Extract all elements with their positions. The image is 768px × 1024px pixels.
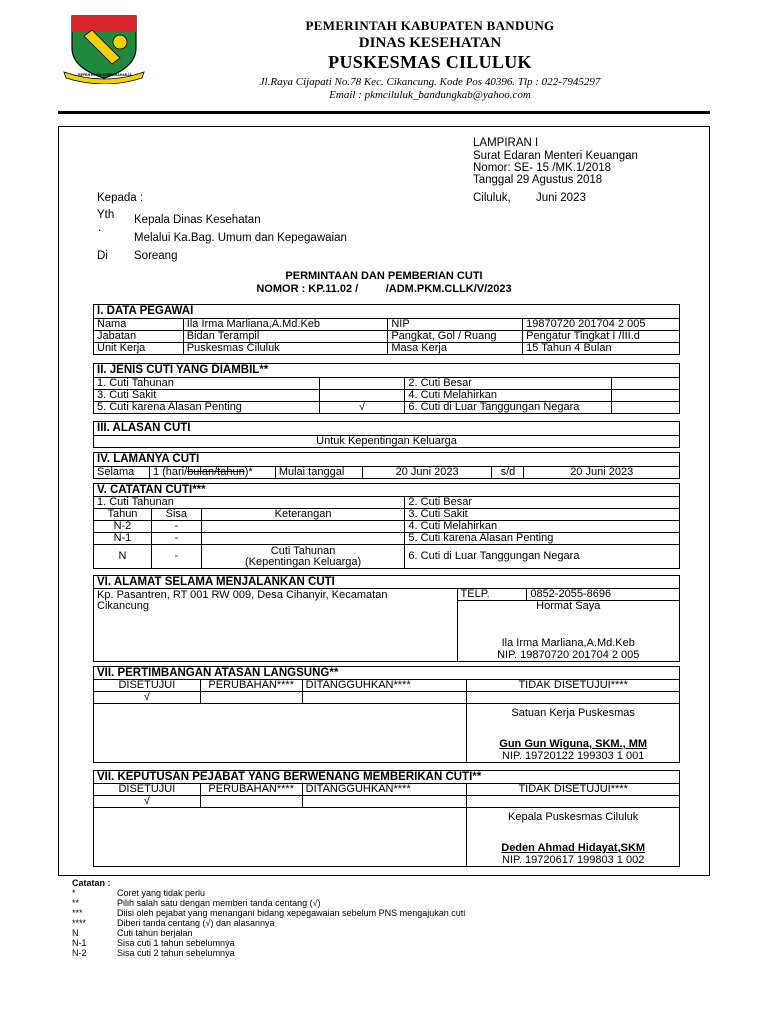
s8-postponed-check [302, 796, 467, 808]
letterhead-email: Email : pkmciluluk_bandungkab@yahoo.com [329, 89, 531, 101]
pangkat-label: Pangkat, Gol / Ruang [388, 331, 523, 343]
section-alasan-cuti [93, 421, 680, 448]
duration-struck-units: bulan/tahun [187, 466, 245, 478]
leave-start-date: 20 Juni 2023 [362, 467, 492, 479]
note-item [72, 908, 465, 918]
s8-col-approved: DISETUJUI [94, 784, 201, 796]
year-n: N [94, 545, 152, 569]
s7-changed-check [200, 692, 302, 704]
section-8-heading: VII. KEPUTUSAN PEJABAT YANG BERWENANG MEMBERIKAN CUTI** [94, 771, 680, 784]
note-text: Sisa cuti 1 tahun sebelumnya [117, 938, 235, 948]
yth-dot: . [98, 222, 102, 234]
duration-value: 1 (hari/ [152, 466, 188, 478]
mulai-label: Mulai tanggal [275, 467, 362, 479]
note-text: Sisa cuti 2 tahun sebelumnya [117, 948, 235, 958]
col-keterangan: Keterangan [201, 509, 405, 521]
supervisor-signature-block [467, 704, 680, 763]
leave-type-important-check: √ [319, 402, 405, 414]
ket-n-line-2: (Kepentingan Keluarga) [244, 555, 362, 568]
note-annual-title: 1. Cuti Tahunan [94, 497, 405, 509]
section-2-heading: II. JENIS CUTI YANG DIAMBIL** [94, 364, 680, 378]
section-3-heading: III. ALASAN CUTI [94, 422, 680, 436]
applicant-signature-block [457, 601, 679, 662]
s7-col-postponed: DITANGGUHKAN**** [302, 680, 467, 692]
leave-address [94, 589, 458, 662]
telp-label: TELP. [457, 589, 527, 601]
s8-blank-area [94, 808, 467, 867]
lampiran-line-1: LAMPIRAN I [473, 137, 539, 149]
unit-kerja-value: Puskesmas Ciluluk [183, 343, 388, 355]
section-1-heading: I. DATA PEGAWAI [94, 305, 680, 319]
note-long-leave: 2. Cuti Besar [405, 497, 680, 509]
recipient-line-2: Melalui Ka.Bag. Umum dan Kepegawaian [134, 232, 347, 244]
supervisor-unit: Satuan Kerja Puskesmas [511, 707, 635, 719]
yth-label: Yth [97, 209, 115, 221]
note-key: N [72, 928, 79, 938]
col-sisa: Sisa [151, 509, 201, 521]
section-lamanya-cuti [93, 452, 680, 479]
col-tahun: Tahun [94, 509, 152, 521]
di-label: Di [97, 250, 108, 262]
hormat-saya: Hormat Saya [536, 600, 601, 612]
leave-type-maternity: 4. Cuti Melahirkan [405, 390, 612, 402]
leave-type-long: 2. Cuti Besar [405, 378, 612, 390]
note-text: Pilih salah satu dengan memberi tanda centang (√) [117, 898, 321, 908]
official-nip: NIP. 19720617 199803 1 002 [502, 854, 645, 866]
s7-col-changed: PERUBAHAN**** [200, 680, 302, 692]
s8-rejected-check [467, 796, 680, 808]
leave-address-line-2: Cikancung [97, 600, 149, 612]
ket-n1 [201, 533, 405, 545]
note-key: N-2 [72, 948, 87, 958]
section-jenis-cuti [93, 363, 680, 414]
section-7-heading: VII. PERTIMBANGAN ATASAN LANGSUNG** [94, 667, 680, 680]
section-5-heading: V. CATATAN CUTI*** [94, 484, 680, 497]
s7-col-rejected: TIDAK DISETUJUI**** [467, 680, 680, 692]
sd-label: s/d [492, 467, 524, 479]
nama-label: Nama [94, 319, 184, 331]
kepada-label: Kepada : [97, 192, 144, 204]
leave-type-important: 5. Cuti karena Alasan Penting [94, 402, 320, 414]
letter-date: Juni 2023 [536, 192, 586, 204]
telp-value: 0852-2055-8696 [527, 589, 680, 601]
leave-type-sick: 3. Cuti Sakit [94, 390, 320, 402]
leave-duration [149, 467, 275, 479]
year-n1: N-1 [94, 533, 152, 545]
note-text: Diberi tanda centang (√) dan alasannya [117, 918, 275, 928]
note-maternity-leave: 4. Cuti Melahirkan [405, 521, 680, 533]
note-text: Diisi oleh pejabat yang menangani bidang xepegawaian sebelum PNS mengajukan cuti [117, 908, 466, 918]
s7-postponed-check [302, 692, 467, 704]
applicant-nip: NIP. 19870720 201704 2 005 [497, 649, 640, 661]
note-sick-leave: 3. Cuti Sakit [405, 509, 680, 521]
note-item [72, 928, 465, 938]
official-signature-block [467, 808, 680, 867]
section-data-pegawai [93, 304, 680, 355]
lampiran-line-3: Nomor: SE- 15 /MK.1/2018 [473, 162, 612, 174]
s8-approved-check: √ [94, 796, 201, 808]
leave-type-sick-check [319, 390, 405, 402]
s8-changed-check [200, 796, 302, 808]
form-number: NOMOR : KP.11.02 / /ADM.PKM.CLLK/V/2023 [256, 283, 512, 295]
section-pertimbangan-atasan [93, 666, 680, 763]
section-keputusan-pejabat [93, 770, 680, 867]
leave-reason: Untuk Kepentingan Keluarga [94, 436, 680, 448]
note-key: N-1 [72, 938, 87, 948]
nip-label: NIP [388, 319, 523, 331]
applicant-name: Ila Irma Marliana,A.Md.Keb [501, 637, 635, 649]
s8-col-postponed: DITANGGUHKAN**** [302, 784, 467, 796]
note-key: * [72, 888, 76, 898]
official-name: Deden Ahmad Hidayat,SKM [501, 842, 646, 854]
note-text: Cuti tahun berjalan [117, 928, 193, 938]
recipient-line-1: Kepala Dinas Kesehatan [134, 214, 261, 226]
selama-label: Selama [94, 467, 150, 479]
recipient-place: Soreang [134, 250, 178, 262]
leave-address-line-1: Kp. Pasantren, RT 001 RW 009, Desa Cihanyir, Kecamatan [97, 589, 388, 601]
note-item [72, 918, 465, 928]
s8-col-rejected: TIDAK DISETUJUI**** [467, 784, 680, 796]
ket-n [201, 545, 405, 569]
note-item [72, 948, 465, 958]
sisa-n1: - [151, 533, 201, 545]
leave-type-annual-check [319, 378, 405, 390]
s8-col-changed: PERUBAHAN**** [200, 784, 302, 796]
ket-n2 [201, 521, 405, 533]
letterhead [150, 18, 710, 101]
nama-value: Ila Irma Marliana,A.Md.Keb [183, 319, 388, 331]
logo-motto: REPEH RAPIH KERTARAHARJA [78, 73, 132, 77]
duration-suffix: )* [244, 466, 253, 478]
leave-type-unpaid: 6. Cuti di Luar Tanggungan Negara [405, 402, 612, 414]
note-item [72, 898, 465, 908]
ket-n-line-1: Cuti Tahunan [270, 544, 336, 557]
note-key: *** [72, 908, 83, 918]
letterhead-address: Jl.Raya Cijapati No.78 Kec. Cikancung. Kode Pos 40396. Tlp : 022-7945297 [259, 76, 601, 88]
letterhead-puskesmas: PUSKESMAS CILULUK [328, 52, 532, 72]
nip-value: 19870720 201704 2 005 [523, 319, 680, 331]
note-unpaid-leave: 6. Cuti di Luar Tanggungan Negara [405, 545, 680, 569]
supervisor-nip: NIP. 19720122 199303 1 001 [502, 750, 645, 762]
leave-end-date: 20 Juni 2023 [524, 467, 680, 479]
leave-type-annual: 1. Cuti Tahunan [94, 378, 320, 390]
s7-col-approved: DISETUJUI [94, 680, 201, 692]
jabatan-value: Bidan Terampil [183, 331, 388, 343]
leave-type-long-check [612, 378, 680, 390]
letterhead-agency: DINAS KESEHATAN [358, 35, 502, 51]
section-alamat-cuti [93, 575, 680, 662]
section-catatan-cuti [93, 483, 680, 569]
leave-type-maternity-check [612, 390, 680, 402]
note-key: ** [72, 898, 80, 908]
section-6-heading: VI. ALAMAT SELAMA MENJALANKAN CUTI [94, 576, 680, 589]
notes-title: Catatan : [72, 878, 111, 888]
header-divider [58, 111, 710, 114]
letterhead-government: PEMERINTAH KABUPATEN BANDUNG [305, 18, 555, 33]
s7-approved-check: √ [94, 692, 201, 704]
kabupaten-bandung-logo [62, 12, 146, 84]
notes-list [72, 888, 465, 958]
pangkat-value: Pengatur Tingkat I /III.d [523, 331, 680, 343]
year-n2: N-2 [94, 521, 152, 533]
s7-blank-area [94, 704, 467, 763]
note-item [72, 938, 465, 948]
masa-kerja-value: 15 Tahun 4 Bulan [523, 343, 680, 355]
sisa-n: - [151, 545, 201, 569]
letter-city: Ciluluk, [473, 192, 511, 204]
note-item [72, 888, 465, 898]
jabatan-label: Jabatan [94, 331, 184, 343]
note-text: Coret yang tidak perlu [117, 888, 206, 898]
section-4-heading: IV. LAMANYA CUTI [94, 453, 680, 467]
leave-type-unpaid-check [612, 402, 680, 414]
lampiran-line-2: Surat Edaran Menteri Keuangan [473, 150, 638, 162]
sisa-n2: - [151, 521, 201, 533]
masa-kerja-label: Masa Kerja [388, 343, 523, 355]
official-unit: Kepala Puskesmas Ciluluk [508, 811, 639, 823]
lampiran-line-4: Tanggal 29 Agustus 2018 [473, 174, 603, 186]
s7-rejected-check [467, 692, 680, 704]
note-important-leave: 5. Cuti karena Alasan Penting [405, 533, 680, 545]
unit-kerja-label: Unit Kerja [94, 343, 184, 355]
note-key: **** [72, 918, 87, 928]
supervisor-name: Gun Gun Wiguna, SKM., MM [499, 738, 648, 750]
form-title: PERMINTAAN DAN PEMBERIAN CUTI [285, 270, 483, 282]
